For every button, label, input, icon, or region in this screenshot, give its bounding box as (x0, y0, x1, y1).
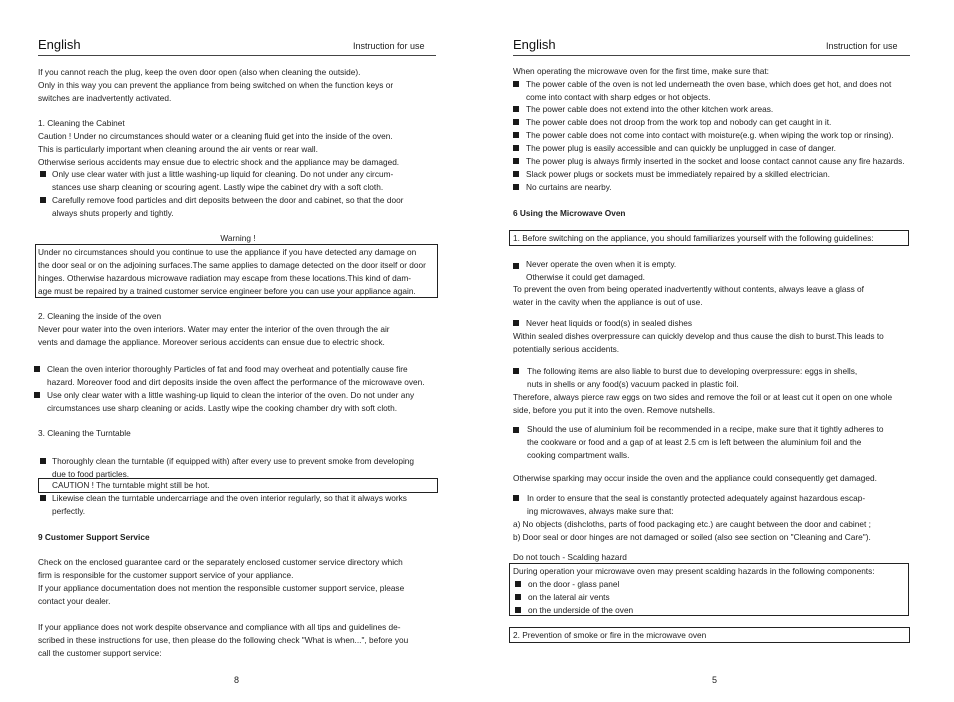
bullet-square-icon (40, 458, 46, 464)
page-number: 8 (234, 675, 240, 685)
turntable-bullet-undercarriage: Likewise clean the turntable undercarriage and the oven interior regularly, so that it always works perfectly. (52, 493, 407, 516)
inside-bullet-clear-water: Use only clear water with a little washing-up liquid to clean the interior of the oven. Do not under any circumstances use sharp cleaning or acids. Lastly wipe the cooking chamber dry with soft cloth. (47, 390, 415, 413)
support-paragraph-1: Check on the enclosed guarantee card or the separately enclosed customer service directory which firm is responsible for the customer support service of your appliance. If your appliance documentation does not mention the responsible customer support service, please contact your dealer. (38, 557, 405, 606)
first-use-bullet-3: The power cable does not droop from the work top and nobody can get caught in it. (526, 117, 832, 127)
inside-paragraph: Never pour water into the oven interiors. Water may enter the interior of the oven through the air vents and damage the appliance. Moreover serious accidents can ensue due to electric shock. (38, 324, 390, 347)
section-cleaning-inside-title: 2. Cleaning the inside of the oven (38, 311, 162, 321)
scald-item-door: on the door - glass panel (528, 579, 620, 589)
bullet-eggs-nuts: The following items are also liable to burst due to developing overpressure: eggs in shells, nuts in shells or any food(s) vacuum packed in plastic foil. (527, 366, 858, 389)
bullet-sealed-dishes: Never heat liquids or food(s) in sealed dishes (526, 318, 693, 328)
bullet-square-icon (513, 106, 519, 112)
section-cleaning-turntable-title: 3. Cleaning the Turntable (38, 428, 131, 438)
bullet-square-icon (513, 171, 519, 177)
bullet-square-icon (513, 263, 519, 269)
inside-bullet-clean-thoroughly: Clean the oven interior thoroughly Particles of fat and food may overheat and potentially cause fire hazard. Moreover food and dirt deposits inside the oven affect the performance of the microwave oven. (47, 364, 425, 387)
scalding-hazard-title: Do not touch - Scalding hazard (513, 552, 627, 562)
list-item-a: a) No objects (dishcloths, parts of food packaging etc.) are caught between the door and cabinet ; (513, 519, 871, 529)
first-use-bullet-5: The power plug is easily accessible and can quickly be unplugged in case of danger. (526, 143, 836, 153)
bullet-never-operate-empty-note: Otherwise it could get damaged. (526, 272, 645, 282)
bullet-square-icon (513, 320, 519, 326)
language-label: English (38, 37, 81, 52)
cabinet-bullet-food-particles: Carefully remove food particles and dirt deposits between the door and cabinet, so that the door always shuts properly and tightly. (52, 195, 404, 218)
bullet-square-icon (513, 495, 519, 501)
bullet-square-icon (40, 495, 46, 501)
page-number: 5 (712, 675, 718, 685)
bullet-square-icon (513, 145, 519, 151)
header-instruction-label: Instruction for use (826, 41, 898, 51)
header-rule (38, 55, 436, 56)
bullet-square-icon (513, 184, 519, 190)
eggs-paragraph: Therefore, always pierce raw eggs on two sides and remove the foil or at least cut it open on one whole side, before you put it into the oven. Remove nutshells. (513, 392, 893, 415)
header-instruction-label: Instruction for use (353, 41, 425, 51)
cabinet-bullet-clear-water: Only use clear water with just a little washing-up liquid for cleaning. Do not under any circum- stances use sharp cleaning or scouring agent. Lastly wipe the cabinet dry with a soft cloth. (52, 169, 394, 192)
section-using-oven-title: 6 Using the Microwave Oven (513, 208, 626, 218)
language-label: English (513, 37, 556, 52)
sealed-dishes-paragraph: Within sealed dishes overpressure can quickly develop and thus cause the dish to burst.This leads to potentially serious accidents. (513, 331, 884, 354)
bullet-square-icon (513, 132, 519, 138)
empty-oven-paragraph: To prevent the oven from being operated inadvertently without contents, always leave a glass of water in the cavity when the appliance is out of use. (513, 284, 864, 307)
bullet-aluminium-foil: Should the use of aluminium foil be recommended in a recipe, make sure that it tightly adheres to the cookware or food and a gap of at least 2.5 cm is left between the aluminium foil and the cooking compartment walls. (527, 424, 884, 460)
guidelines-box: 1. Before switching on the appliance, you should familiarizes yourself with the following guidelines: (509, 230, 909, 246)
warning-box: Under no circumstances should you continue to use the appliance if you have detected any damage on the door seal or on the adjoining surfaces.The same applies to damage detected on the door itself or door hinges. Otherwise hazardous microwave radiation may escape from these locations.This kind of dam- age must be repaired by a trained customer service engineer before you can use your appliance again. (35, 244, 438, 298)
first-use-bullet-2: The power cable does not extend into the other kitchen work areas. (526, 104, 774, 114)
header-rule (513, 55, 910, 56)
bullet-square-icon (40, 171, 46, 177)
cabinet-caution-paragraph: Caution ! Under no circumstances should water or a cleaning fluid get into the inside of the oven. This is particularly important when cleaning around the air vents or rear wall. Otherwise serious accidents may ensue due to electric shock and the appliance may be damaged. (38, 131, 400, 167)
bullet-square-icon (513, 158, 519, 164)
bullet-square-icon (34, 366, 40, 372)
section-customer-support-title: 9 Customer Support Service (38, 532, 150, 542)
bullet-seal-protection: In order to ensure that the seal is constantly protected adequately against hazardous escap- ing microwaves, always make sure that: (527, 493, 866, 516)
bullet-square-icon (513, 81, 519, 87)
list-item-b: b) Door seal or door hinges are not damaged or soiled (also see section on "Cleaning and Care"). (513, 532, 871, 542)
bullet-square-icon (515, 581, 521, 587)
turntable-bullet-clean: Thoroughly clean the turntable (if equipped with) after every use to prevent smoke from developing due to food particles. (52, 456, 415, 479)
bullet-square-icon (40, 197, 46, 203)
smoke-fire-box: 2. Prevention of smoke or fire in the microwave oven (509, 627, 910, 643)
bullet-square-icon (513, 427, 519, 433)
caution-box: CAUTION ! The turntable might still be hot. (38, 478, 438, 493)
right-page (477, 0, 954, 702)
bullet-never-operate-empty: Never operate the oven when it is empty. (526, 259, 677, 269)
first-use-bullet-1: The power cable of the oven is not led underneath the oven base, which does get hot, and does not come into contact with sharp edges or hot objects. (526, 79, 892, 102)
bullet-square-icon (515, 594, 521, 600)
intro-paragraph: If you cannot reach the plug, keep the oven door open (also when cleaning the outside). Only in this way you can prevent the appliance from being switched on when the function keys or switches are inadvertently activated. (38, 67, 394, 103)
bullet-square-icon (515, 607, 521, 613)
scald-item-air-vents: on the lateral air vents (528, 592, 610, 602)
bullet-square-icon (513, 368, 519, 374)
bullet-square-icon (513, 119, 519, 125)
first-use-intro: When operating the microwave oven for the first time, make sure that: (513, 66, 769, 76)
section-cleaning-cabinet-title: 1. Cleaning the Cabinet (38, 118, 125, 128)
first-use-bullet-8: No curtains are nearby. (526, 182, 612, 192)
bullet-square-icon (34, 392, 40, 398)
first-use-bullet-4: The power cable does not come into contact with moisture(e.g. when wiping the work top or rinsing). (526, 130, 894, 140)
first-use-bullet-7: Slack power plugs or sockets must be immediately repaired by a skilled electrician. (526, 169, 830, 179)
sparking-paragraph: Otherwise sparking may occur inside the oven and the appliance could consequently get damaged. (513, 473, 877, 483)
scalding-hazard-box: During operation your microwave oven may present scalding hazards in the following components: on the door - glass panel on the lateral air vents on the underside of the oven (509, 563, 909, 616)
support-paragraph-2: If your appliance does not work despite observance and compliance with all tips and guidelines de- scribed in these instructions for use, then please do the following check "What is when...", before you call the customer support service: (38, 622, 409, 658)
scald-item-underside: on the underside of the oven (528, 605, 634, 615)
warning-title: Warning ! (220, 233, 256, 243)
first-use-bullet-6: The power plug is always firmly inserted in the socket and loose contact cannot cause any fire hazards. (526, 156, 905, 166)
